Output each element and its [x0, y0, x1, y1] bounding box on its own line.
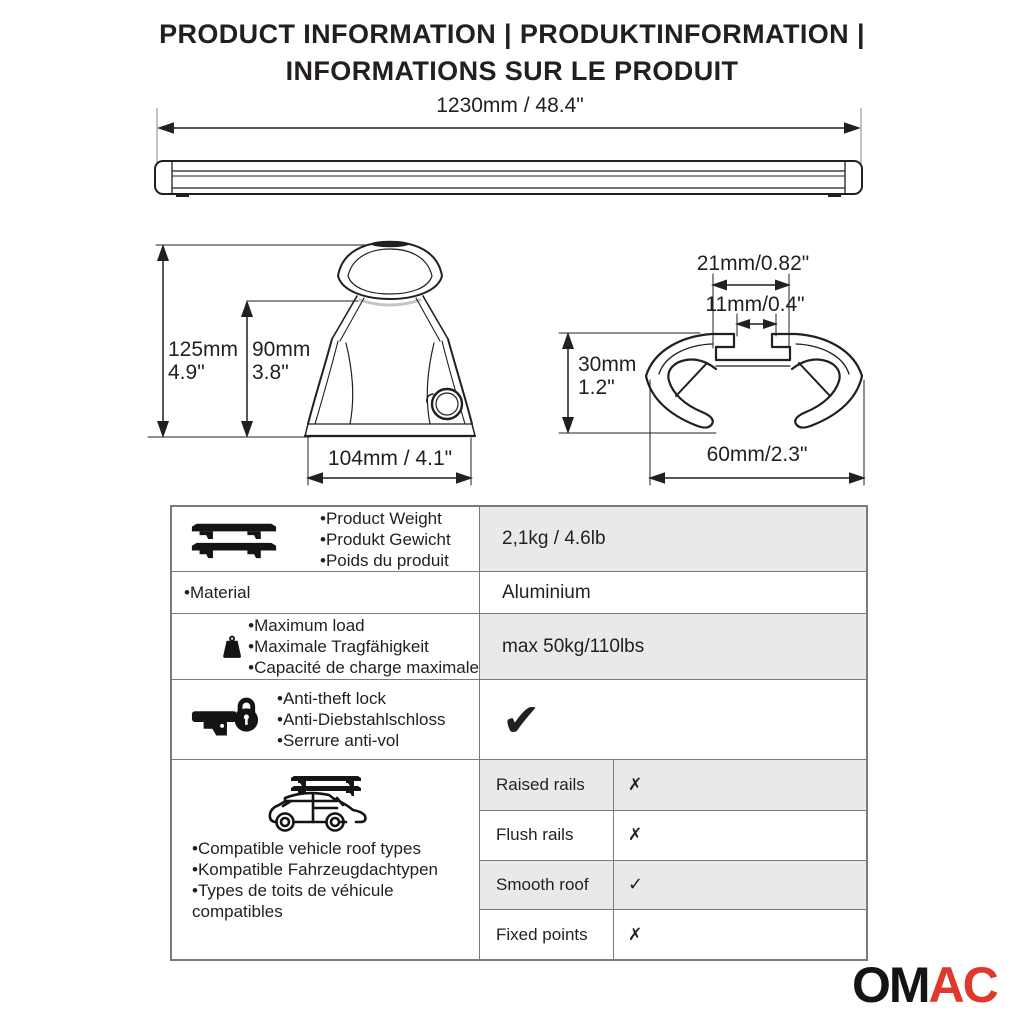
subrow-label: Smooth roof	[480, 861, 614, 910]
table-row-maximum-load	[172, 613, 866, 679]
table-row-product-weight	[172, 507, 866, 571]
dimension-label-foot-height-mm: 125mm	[168, 338, 239, 361]
label-line: •Anti-Diebstahlschloss	[277, 710, 446, 729]
crossbar-top-view	[155, 161, 862, 197]
material-label-cell	[172, 572, 480, 613]
label-line: •Serrure anti-vol	[277, 731, 400, 750]
label-line: •Compatible vehicle roof types	[192, 839, 421, 858]
anti-theft-label-cell	[172, 680, 480, 759]
roof-crossbars-icon	[188, 517, 280, 561]
table-row-anti-theft-lock	[172, 679, 866, 759]
spec-table	[170, 505, 868, 961]
dimension-label-profile-height-in: 1.2"	[578, 376, 615, 399]
page-title-line1: PRODUCT INFORMATION | PRODUKTINFORMATION |	[159, 19, 865, 49]
dimension-label-profile-height-mm: 30mm	[578, 353, 637, 376]
label-line: •Product Weight	[320, 508, 442, 528]
subrow-fixed-points	[480, 909, 866, 959]
dimension-label-slot-outer: 21mm/0.82"	[696, 252, 810, 275]
label-line: •Material	[184, 583, 251, 602]
label-line: •Kompatible Fahrzeugdachtypen	[192, 860, 438, 879]
check-mark: ✔	[502, 692, 541, 747]
dimension-label-profile-width: 60mm/2.3"	[706, 443, 808, 466]
omac-logo	[852, 956, 997, 1014]
page-title-line2: INFORMATIONS SUR LE PRODUIT	[285, 56, 739, 86]
dimension-label-foot-inner-mm: 90mm	[252, 338, 311, 361]
omac-logo-red: AC	[928, 957, 997, 1013]
label-line: •Types de toits de véhicule	[192, 881, 394, 900]
cross-mark: ✗	[628, 924, 643, 945]
label-line: •Poids du produit	[320, 550, 449, 570]
car-roof-rack-icon	[261, 776, 391, 832]
anti-theft-value	[480, 680, 866, 759]
subrow-smooth-roof	[480, 860, 866, 910]
anti-theft-lock-icon	[190, 695, 260, 745]
label-line: •Maximum load	[248, 616, 365, 635]
subrow-label: Raised rails	[480, 760, 614, 810]
table-row-roof-types	[172, 759, 866, 959]
subrow-raised-rails	[480, 760, 866, 810]
subrow-label: Flush rails	[480, 811, 614, 860]
label-line: •Capacité de charge maximale	[248, 658, 479, 677]
material-value: Aluminium	[502, 581, 591, 603]
label-line: compatibles	[192, 902, 283, 921]
dimension-label-foot-height-in: 4.9"	[168, 361, 205, 384]
weight-icon	[222, 621, 242, 673]
maximum-load-value: max 50kg/110lbs	[480, 614, 866, 679]
technical-drawings	[0, 0, 1024, 500]
label-line: •Maximale Tragfähigkeit	[248, 637, 429, 656]
cross-mark: ✗	[628, 825, 643, 846]
maximum-load-label-cell	[172, 614, 480, 679]
roof-type-subtable	[480, 760, 866, 959]
label-line: •Produkt Gewicht	[320, 529, 451, 549]
product-weight-value: 2,1kg / 4.6lb	[480, 507, 866, 571]
dimension-label-foot-inner-in: 3.8"	[252, 361, 289, 384]
subrow-flush-rails	[480, 810, 866, 860]
cross-mark: ✗	[628, 774, 643, 795]
subrow-label: Fixed points	[480, 910, 614, 959]
omac-logo-black: OM	[852, 957, 929, 1013]
table-row-material	[172, 571, 866, 613]
dimension-label-bar-length: 1230mm / 48.4"	[436, 94, 584, 117]
check-mark: ✓	[628, 874, 644, 896]
roof-types-label-cell	[172, 760, 480, 959]
dimension-label-foot-width: 104mm / 4.1"	[327, 447, 453, 470]
product-weight-label-cell	[172, 507, 480, 571]
label-line: •Anti-theft lock	[277, 689, 386, 708]
dimension-label-slot-inner: 11mm/0.4"	[705, 293, 805, 316]
